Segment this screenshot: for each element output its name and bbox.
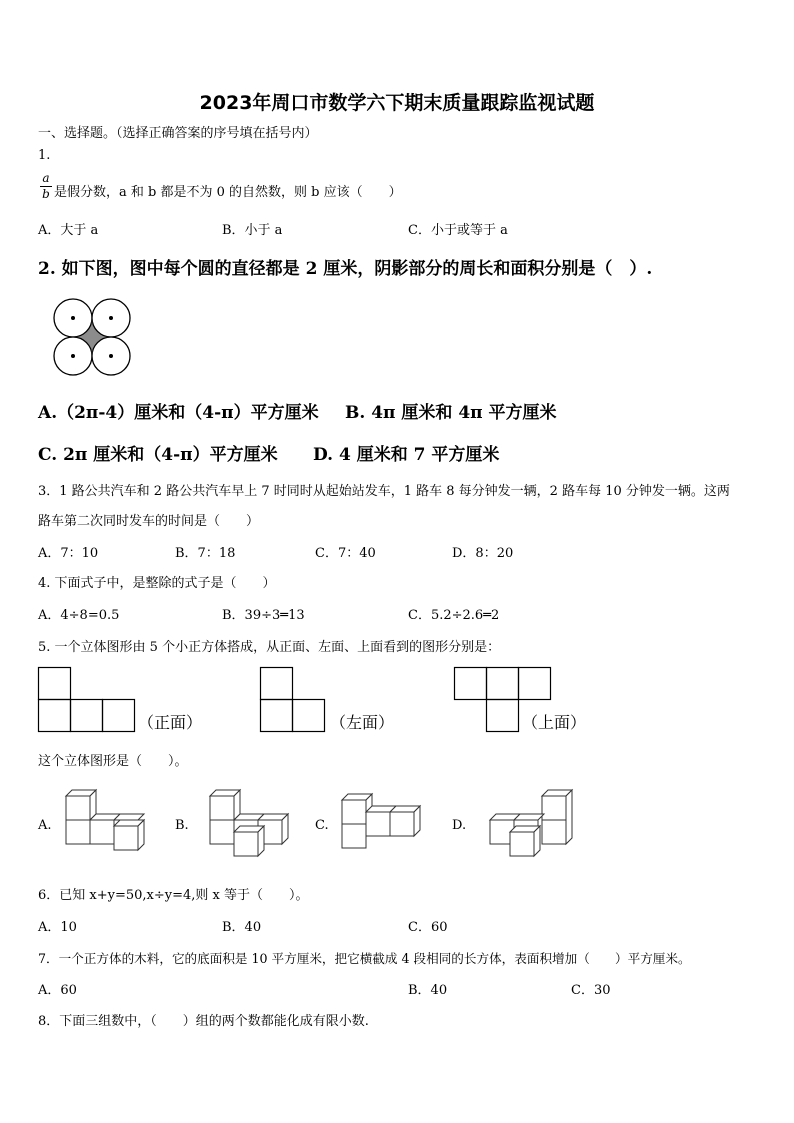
q4-stem: 4. 下面式子中，是整除的式子是（ ）: [38, 576, 276, 591]
q1-option-b: B．小于 a: [222, 223, 283, 238]
section-heading: 一、选择题。（选择正确答案的序号填在括号内）: [38, 126, 318, 141]
q5-top-label: （上面）: [522, 713, 587, 732]
q5-left-label: （左面）: [330, 713, 395, 732]
q2-option-b: B. 4π 厘米和 4π 平方厘米: [345, 403, 557, 423]
q5-front-view: [38, 667, 138, 733]
q7-option-c: C．30: [571, 983, 611, 998]
q1-option-c: C．小于或等于 a: [408, 223, 508, 238]
q2-option-c: C. 2π 厘米和（4-π）平方厘米: [38, 445, 278, 465]
q1-option-a: A．大于 a: [38, 223, 99, 238]
q7-option-a: A．60: [38, 983, 77, 998]
q5-front-label: （正面）: [138, 713, 203, 732]
q1-frac-denominator: b: [42, 187, 50, 201]
q3-option-a: A．7：10: [38, 546, 99, 561]
q3-option-c: C．7：40: [315, 546, 376, 561]
q2-option-d: D. 4 厘米和 7 平方厘米: [313, 445, 500, 465]
q3-option-b: B．7：18: [175, 546, 236, 561]
q4-option-b: B．39÷3═13: [222, 608, 305, 623]
page-title: 2023年周口市数学六下期末质量跟踪监视试题: [199, 92, 595, 114]
q6-option-b: B．40: [222, 920, 262, 935]
q1-frac-numerator: a: [42, 171, 50, 185]
q2-circles-figure: [50, 297, 134, 377]
q5-option-c: C.: [315, 818, 329, 833]
q5-left-view: [260, 667, 330, 733]
q8-stem: 8．下面三组数中，（ ）组的两个数都能化成有限小数.: [38, 1014, 369, 1029]
q3-line1: 3．1 路公共汽车和 2 路公共汽车早上 7 时同时从起始站发车，1 路车 8 每分钟发一辆，2 路车每 10 分钟发一辆。这两: [38, 484, 730, 499]
q1-stem: 是假分数，a 和 b 都是不为 0 的自然数，则 b 应该（ ）: [54, 185, 402, 200]
q5-option-d-figure: [486, 786, 582, 862]
q2-option-a: A.（2π-4）厘米和（4-π）平方厘米: [38, 403, 319, 423]
q4-option-a: A．4÷8=0.5: [38, 608, 120, 623]
q5-option-c-figure: [338, 786, 434, 858]
q7-stem: 7．一个正方体的木料，它的底面积是 10 平方厘米，把它横截成 4 段相同的长方体，表面积增加（ ）平方厘米。: [38, 951, 691, 966]
q6-stem: 6．已知 x+y=50,x÷y=4,则 x 等于（ ）。: [38, 888, 309, 903]
q2-stem: 2. 如下图，图中每个圆的直径都是 2 厘米，阴影部分的周长和面积分别是（ ）.: [38, 259, 653, 279]
q5-option-a: A.: [38, 818, 52, 833]
q5-option-a-figure: [62, 786, 154, 858]
q5-ask: 这个立体图形是（ ）。: [38, 754, 188, 769]
q7-option-b: B．40: [408, 983, 448, 998]
q4-option-c: C．5.2÷2.6═2: [408, 608, 500, 623]
q5-option-b: B.: [175, 818, 189, 833]
q1-fraction: [40, 172, 52, 201]
q5-stem: 5. 一个立体图形由 5 个小正方体搭成，从正面、左面、上面看到的图形分别是：: [38, 640, 501, 655]
q1-number: 1.: [38, 148, 51, 163]
q5-option-d: D.: [452, 818, 467, 833]
q6-option-c: C．60: [408, 920, 448, 935]
q5-option-b-figure: [206, 786, 298, 862]
q3-line2: 路车第二次同时发车的时间是（ ）: [38, 514, 260, 529]
q3-option-d: D．8：20: [452, 546, 514, 561]
q6-option-a: A．10: [38, 920, 77, 935]
